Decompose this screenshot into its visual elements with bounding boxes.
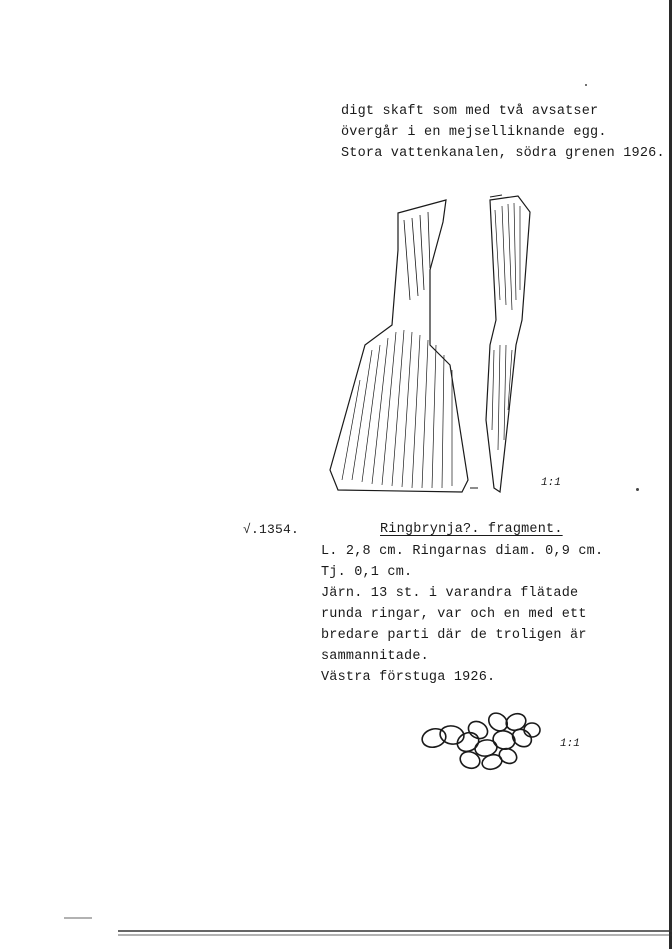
entry-description [321,541,603,688]
scale-label-chisel: 1:1 [541,477,561,489]
description-line-2: övergår i en mejselliknande egg. [341,125,607,140]
chisel-side-drawing [486,195,530,492]
chisel-front-drawing [330,200,478,492]
description-line-3: Stora vattenkanalen, södra grenen 1926. [341,146,665,161]
entry-line-1: L. 2,8 cm. Ringarnas diam. 0,9 cm. [321,544,604,559]
entry-line-2: Tj. 0,1 cm. [321,565,413,580]
entry-line-3: Järn. 13 st. i varandra flätade [321,586,579,601]
entry-line-7: Västra förstuga 1926. [321,670,496,685]
entry-line-4: runda ringar, var och en med ett [321,607,587,622]
catalog-number: √.1354. [243,522,300,537]
bottom-rules [64,918,672,935]
description-line-1: digt skaft som med två avsatser [341,104,599,119]
entry-line-5: bredare parti där de troligen är [321,628,587,643]
scale-label-ringmail: 1:1 [560,738,580,750]
entry-line-6: sammannitade. [321,649,429,664]
entry-title: Ringbrynja?. fragment. [380,522,563,537]
ringmail-drawing [420,709,540,771]
speck [636,488,639,491]
speck [585,84,587,86]
